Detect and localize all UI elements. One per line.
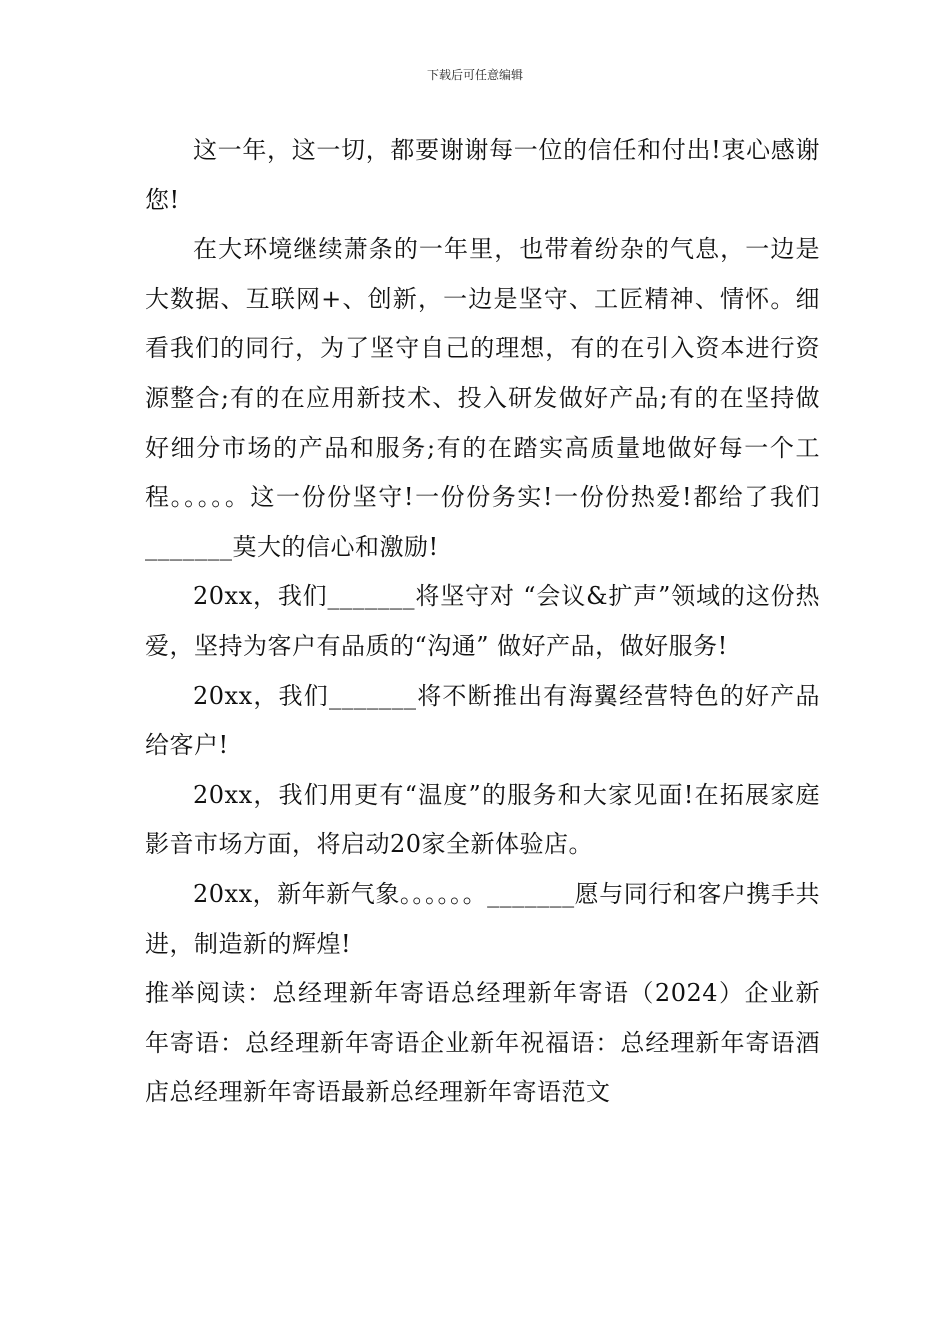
paragraph-commitment: 20xx，我们_______将坚守对 “会议&扩声”领域的这份热爱，坚持为客户有品质的“沟通” 做好产品，做好服务! bbox=[145, 582, 820, 660]
page-header: 下载后可任意编辑 bbox=[426, 68, 523, 82]
paragraph-new-year: 20xx，新年新气象。。。。。。_______愿与同行和客户携手共进，制造新的辉煌! bbox=[145, 879, 820, 958]
recommended-reading: 推举阅读：总经理新年寄语总经理新年寄语（2024）企业新年寄语：总经理新年寄语企业新年祝福语：总经理新年寄语酒店总经理新年寄语最新总经理新年寄语范文 bbox=[145, 979, 820, 1107]
paragraph-products: 20xx，我们_______将不断推出有海翼经营特色的好产品给客户! bbox=[145, 681, 820, 760]
paragraph-environment: 在大环境继续萧条的一年里，也带着纷杂的气息，一边是大数据、互联网+、创新，一边是坚守、工匠精神、情怀。细看我们的同行，为了坚守自己的理想，有的在引入资本进行资源整合;有的在应用新技术、投入研发做好产品;有的在坚持做好细分市场的产品和服务;有的在踏实高质量地做好每一个工程。。。。。这一份份坚守!一份份务实!一份份热爱!都给了我们_______莫大的信心和激励! bbox=[145, 235, 820, 561]
document-body bbox=[145, 126, 820, 1118]
paragraph-thanks: 这一年，这一切，都要谢谢每一位的信任和付出!衷心感谢您! bbox=[145, 136, 820, 214]
paragraph-service: 20xx，我们用更有“温度”的服务和大家见面!在拓展家庭影音市场方面，将启动20家全新体验店。 bbox=[145, 780, 820, 859]
